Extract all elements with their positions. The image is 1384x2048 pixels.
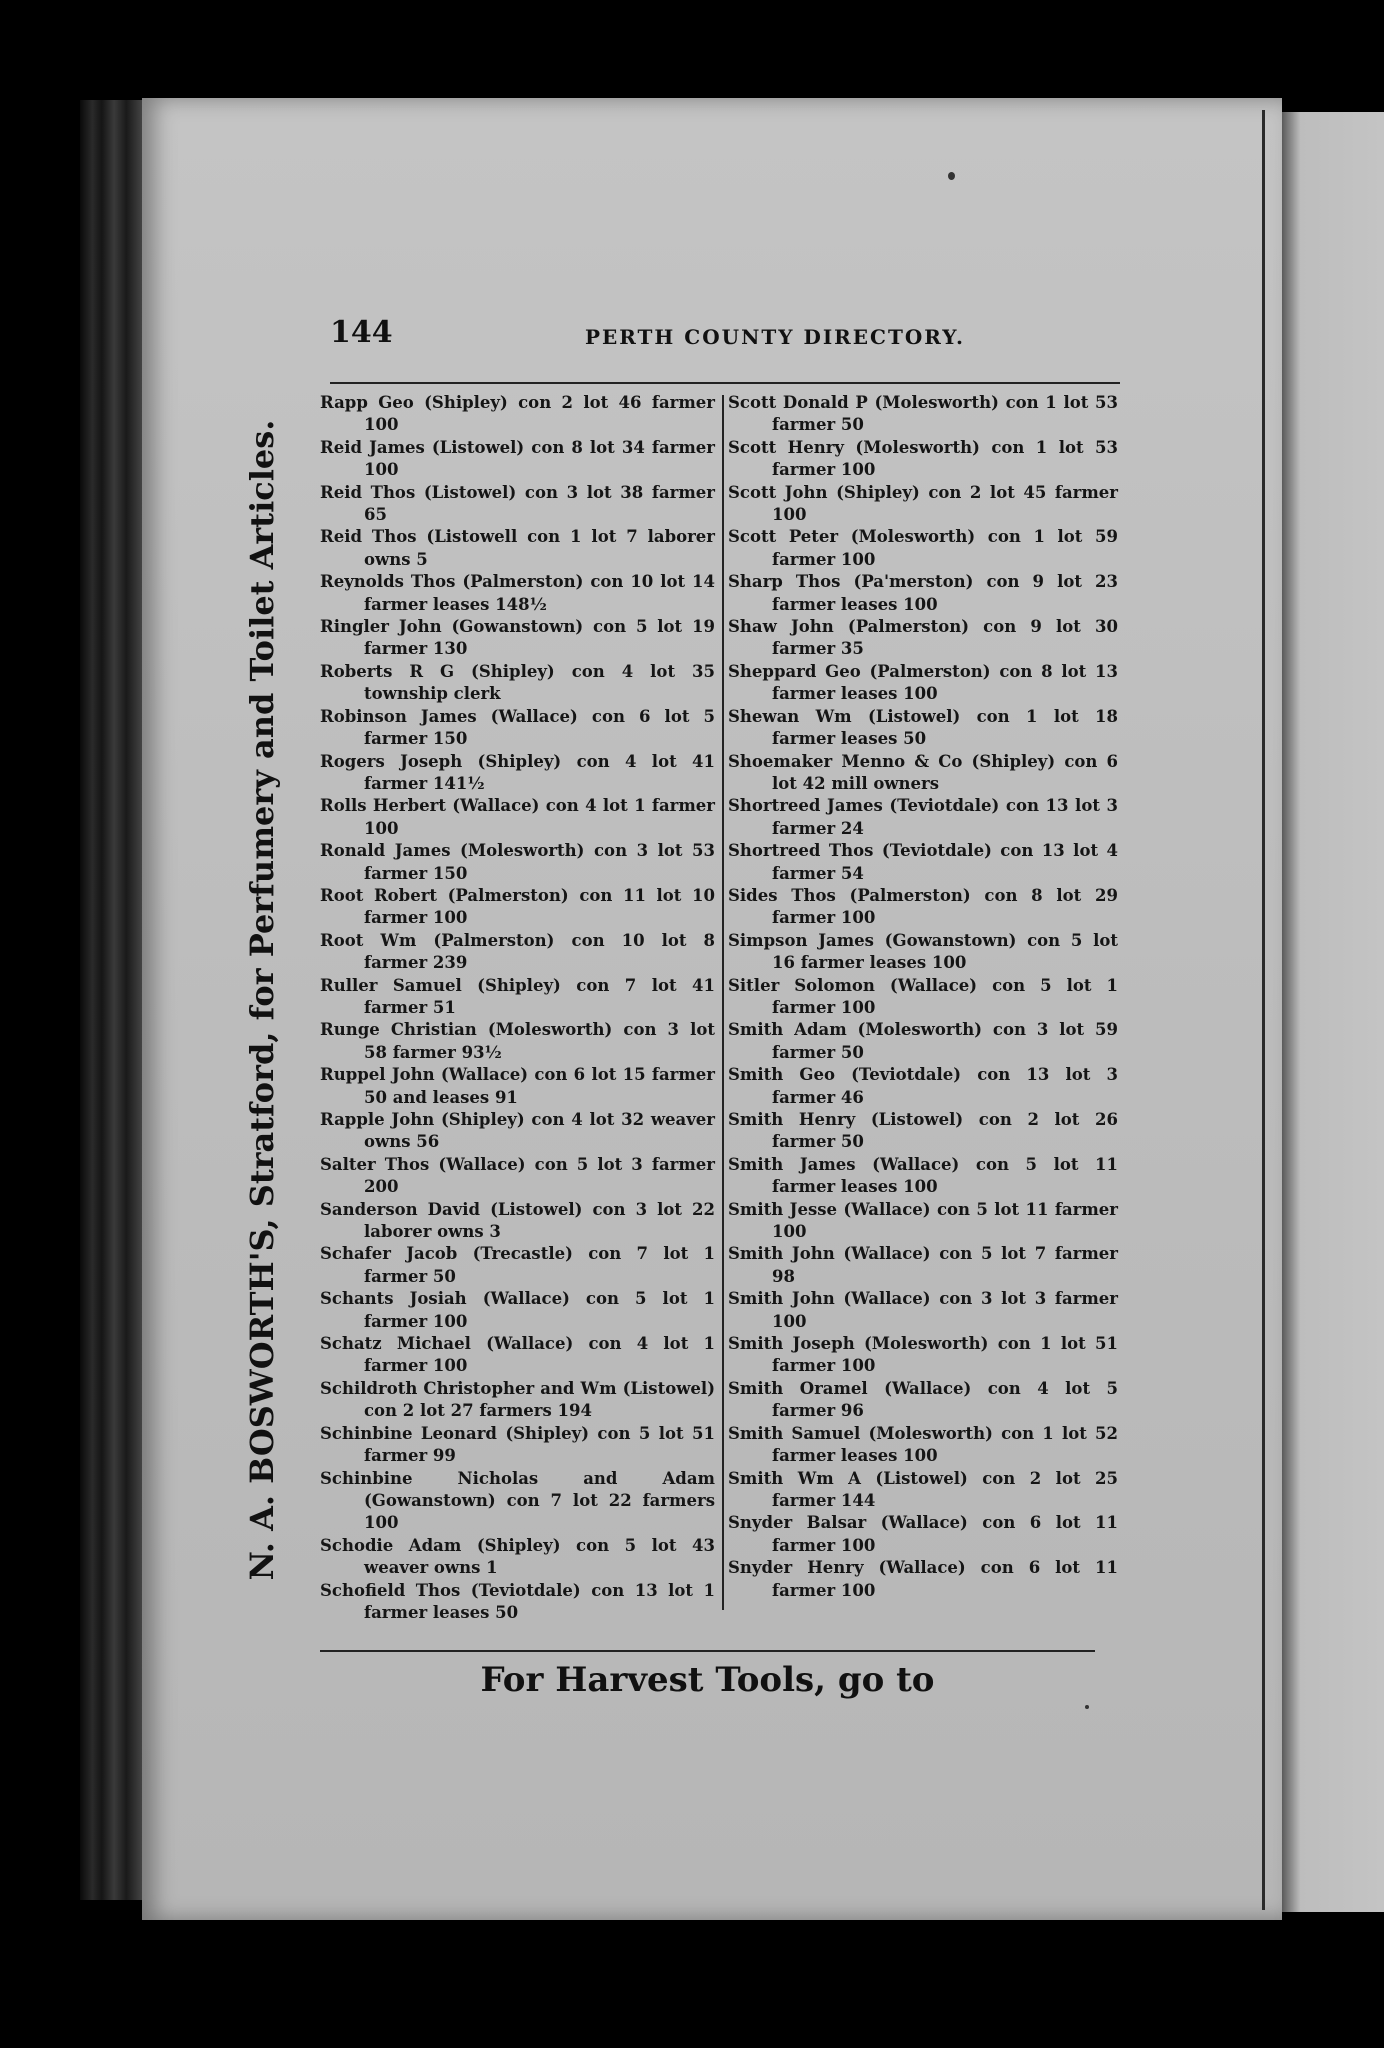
directory-entry: Ringler John (Gowanstown) con 5 lot 19 farmer 130 (320, 617, 715, 659)
directory-entry: Smith John (Wallace) con 5 lot 7 farmer 98 (728, 1244, 1118, 1286)
directory-entry: Rapple John (Shipley) con 4 lot 32 weaver owns 56 (320, 1110, 715, 1152)
directory-entry: Ruppel John (Wallace) con 6 lot 15 farmer 50 and leases 91 (320, 1065, 715, 1107)
directory-entry: Schafer Jacob (Trecastle) con 7 lot 1 farmer 50 (320, 1244, 715, 1286)
column-divider (722, 395, 724, 1610)
directory-entry: Ruller Samuel (Shipley) con 7 lot 41 farmer 51 (320, 975, 715, 1017)
directory-entry: Shortreed James (Teviotdale) con 13 lot 3 farmer 24 (728, 796, 1118, 838)
directory-entry: Simpson James (Gowanstown) con 5 lot 16 farmer leases 100 (728, 930, 1118, 973)
right-column (728, 392, 1118, 1602)
directory-entry: Schinbine Leonard (Shipley) con 5 lot 51 farmer 99 (320, 1423, 715, 1466)
directory-entry: Smith Jesse (Wallace) con 5 lot 11 farmer 100 (728, 1199, 1118, 1242)
directory-entry: Sharp Thos (Pa'merston) con 9 lot 23 farmer leases 100 (728, 572, 1118, 614)
directory-entry: Sitler Solomon (Wallace) con 5 lot 1 farmer 100 (728, 975, 1118, 1017)
directory-entry: Scott Henry (Molesworth) con 1 lot 53 farmer 100 (728, 437, 1118, 480)
directory-entry: Shoemaker Menno & Co (Shipley) con 6 lot 42 mill owners (728, 751, 1118, 793)
running-title: PERTH COUNTY DIRECTORY. (585, 325, 965, 349)
directory-entry: Smith Joseph (Molesworth) con 1 lot 51 farmer 100 (728, 1334, 1118, 1376)
directory-entry: Smith Samuel (Molesworth) con 1 lot 52 farmer leases 100 (728, 1423, 1118, 1466)
footer-advertisement: For Harvest Tools, go to (480, 1660, 935, 1700)
directory-entry: Rapp Geo (Shipley) con 2 lot 46 farmer 100 (320, 393, 715, 435)
directory-entry: Rolls Herbert (Wallace) con 4 lot 1 farmer 100 (320, 796, 715, 838)
directory-entry: Schodie Adam (Shipley) con 5 lot 43 weaver owns 1 (320, 1535, 715, 1578)
directory-entry: Roberts R G (Shipley) con 4 lot 35 township clerk (320, 661, 715, 704)
directory-entry: Root Wm (Palmerston) con 10 lot 8 farmer 239 (320, 930, 715, 973)
directory-entry: Schatz Michael (Wallace) con 4 lot 1 farmer 100 (320, 1334, 715, 1376)
directory-entry: Smith Wm A (Listowel) con 2 lot 25 farmer 144 (728, 1468, 1118, 1510)
adjacent-page-edge (1282, 112, 1384, 1912)
directory-entry: Shewan Wm (Listowel) con 1 lot 18 farmer leases 50 (728, 706, 1118, 749)
directory-entry: Schants Josiah (Wallace) con 5 lot 1 farmer 100 (320, 1289, 715, 1331)
directory-entry: Reynolds Thos (Palmerston) con 10 lot 14 farmer leases 148½ (320, 572, 715, 614)
directory-entry: Schildroth Christopher and Wm (Listowel) con 2 lot 27 farmers 194 (320, 1378, 715, 1421)
directory-entry: Scott Donald P (Molesworth) con 1 lot 53 farmer 50 (728, 393, 1118, 435)
page-number: 144 (330, 315, 393, 350)
footer-rule (320, 1650, 1095, 1652)
page-header (330, 315, 1120, 355)
left-column (320, 392, 715, 1624)
header-rule (330, 382, 1120, 384)
directory-entry: Sanderson David (Listowel) con 3 lot 22 laborer owns 3 (320, 1199, 715, 1242)
directory-entry: Reid Thos (Listowel) con 3 lot 38 farmer 65 (320, 482, 715, 525)
directory-entry: Smith Henry (Listowel) con 2 lot 26 farmer 50 (728, 1110, 1118, 1152)
directory-entry: Shortreed Thos (Teviotdale) con 13 lot 4 farmer 54 (728, 841, 1118, 883)
directory-entry: Smith John (Wallace) con 3 lot 3 farmer 100 (728, 1289, 1118, 1331)
side-advertisement: N. A. BOSWORTH'S, Stratford, for Perfumery and Toilet Articles. (243, 419, 281, 1581)
directory-entry: Snyder Henry (Wallace) con 6 lot 11 farmer 100 (728, 1558, 1118, 1600)
book-binding (80, 100, 142, 1900)
directory-entry: Scott Peter (Molesworth) con 1 lot 59 farmer 100 (728, 527, 1118, 569)
directory-entry: Sheppard Geo (Palmerston) con 8 lot 13 farmer leases 100 (728, 661, 1118, 704)
directory-entry: Runge Christian (Molesworth) con 3 lot 58 farmer 93½ (320, 1020, 715, 1062)
directory-entry: Rogers Joseph (Shipley) con 4 lot 41 farmer 141½ (320, 751, 715, 793)
directory-entry: Shaw John (Palmerston) con 9 lot 30 farmer 35 (728, 617, 1118, 659)
ink-speck (948, 172, 955, 180)
page-edge-line (1262, 110, 1265, 1910)
directory-entry: Snyder Balsar (Wallace) con 6 lot 11 farmer 100 (728, 1513, 1118, 1555)
directory-entry: Schofield Thos (Teviotdale) con 13 lot 1 farmer leases 50 (320, 1580, 715, 1622)
directory-entry: Reid Thos (Listowell con 1 lot 7 laborer owns 5 (320, 527, 715, 569)
directory-entry: Schinbine Nicholas and Adam (Gowanstown) con 7 lot 22 farmers 100 (320, 1468, 715, 1533)
directory-entry: Smith Geo (Teviotdale) con 13 lot 3 farmer 46 (728, 1065, 1118, 1107)
directory-entry: Robinson James (Wallace) con 6 lot 5 farmer 150 (320, 706, 715, 749)
directory-entry: Smith James (Wallace) con 5 lot 11 farmer leases 100 (728, 1154, 1118, 1197)
directory-entry: Smith Oramel (Wallace) con 4 lot 5 farmer 96 (728, 1378, 1118, 1421)
directory-entry: Root Robert (Palmerston) con 11 lot 10 farmer 100 (320, 885, 715, 928)
ink-speck (1085, 1705, 1089, 1709)
directory-entry: Scott John (Shipley) con 2 lot 45 farmer 100 (728, 482, 1118, 525)
directory-entry: Reid James (Listowel) con 8 lot 34 farmer 100 (320, 437, 715, 480)
directory-entry: Ronald James (Molesworth) con 3 lot 53 farmer 150 (320, 841, 715, 883)
directory-entry: Smith Adam (Molesworth) con 3 lot 59 farmer 50 (728, 1020, 1118, 1062)
directory-entry: Sides Thos (Palmerston) con 8 lot 29 farmer 100 (728, 885, 1118, 928)
directory-entry: Salter Thos (Wallace) con 5 lot 3 farmer 200 (320, 1154, 715, 1197)
